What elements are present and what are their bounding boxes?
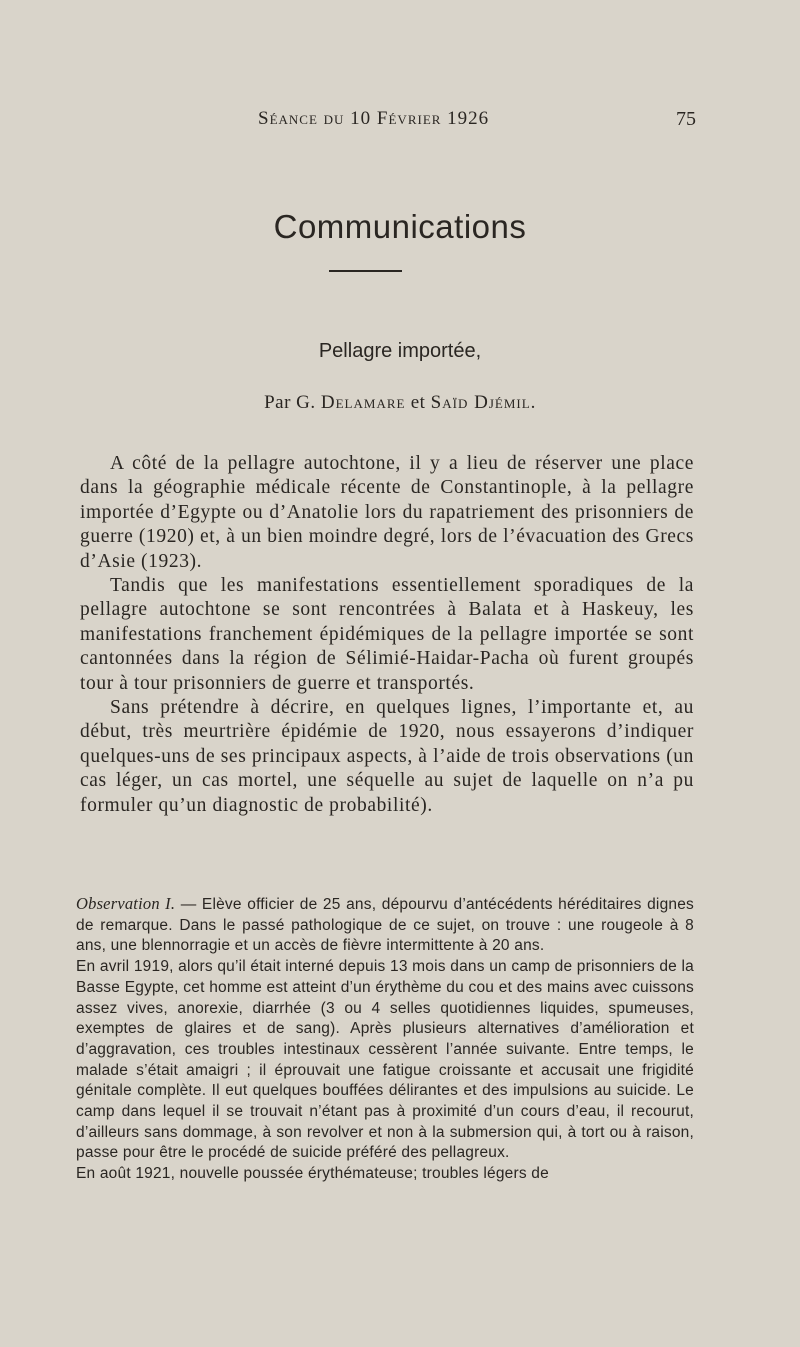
article-title: Pellagre importée, [318,340,482,362]
page-number: 75 [676,108,696,130]
observation-intro-text: — Elève officier de 25 ans, dépourvu d’antécédents héréditaires dignes de remarque. Dans le passé pathologique de ce sujet, on trouve : une rougeole à 8 ans, une blennorragie et un accès de fièvre intermittente à 20 ans. [76,896,694,955]
author-delamare: Delamare [320,392,406,413]
byline-and: et [405,392,431,413]
paragraph: Tandis que les manifestations essentiellement sporadiques de la pellagre autochtone se sont rencontrées à Balata et à Haskeuy, les manifestations franchement épidémiques de la pellagre importée se sont cantonnées dans la région de Sélimié-Haidar-Pacha où furent groupés tour à tour prisonniers de guerre et transportés. [80,575,694,694]
paragraph: Sans prétendre à décrire, en quelques lignes, l’importante et, au début, très meurtrière épidémie de 1920, nous essayerons d’indiquer quelques-uns de ses principaux aspects, à l’aide de trois observations (un cas léger, un cas mortel, une séquelle au sujet de laquelle on n’a pu formuler qu’un diagnostic de probabilité). [80,697,694,816]
section-title: Communications [273,208,527,245]
title-rule [329,270,402,272]
byline-end: . [530,392,536,413]
observation-label: Observation I. [76,894,176,913]
byline [0,392,800,414]
body-text [80,452,694,818]
byline-prefix: Par G. [264,392,321,413]
observation-paragraph: En août 1921, nouvelle poussée érythémateuse; troubles légers de [76,1165,549,1183]
observation-intro [76,894,694,957]
running-title: Séance du 10 Février 1926 [258,108,490,129]
author-djemil: Saïd Djémil [430,392,531,413]
observation-paragraph: En avril 1919, alors qu’il était interné depuis 13 mois dans un camp de prisonniers de la Basse Egypte, cet homme est atteint d’un érythème du cou et des mains avec cuissons assez vives, anorexie, diarrhée (3 ou 4 selles quotidiennes liquides, spumeuses, exemptes de glaires et de sang). Après plusieurs alternatives d’amélioration et d’aggravation, ces troubles intestinaux cessèrent l’année suivante. Entre temps, le malade s’était amaigri ; il éprouvait une fatigue croissante et accusait une frigidité génitale complète. Il eut quelques bouffées délirantes et des impulsions au suicide. Le camp dans lequel il se trouvait n’étant pas à proximité d’un cours d’eau, il recourut, d’ailleurs sans dommage, à son revolver et non à la submersion qui, à tort ou à raison, passe pour être le procédé de suicide préféré des pellagreux. [76,958,694,1162]
paragraph: A côté de la pellagre autochtone, il y a lieu de réserver une place dans la géographie médicale récente de Constantinople, à la pellagre importée d’Egypte ou d’Anatolie lors du rapatriement des prisonniers de guerre (1920) et, à un bien moindre degré, lors de l’évacuation des Grecs d’Asie (1923). [80,453,694,572]
running-header [0,108,800,138]
observation-section [76,894,694,1185]
